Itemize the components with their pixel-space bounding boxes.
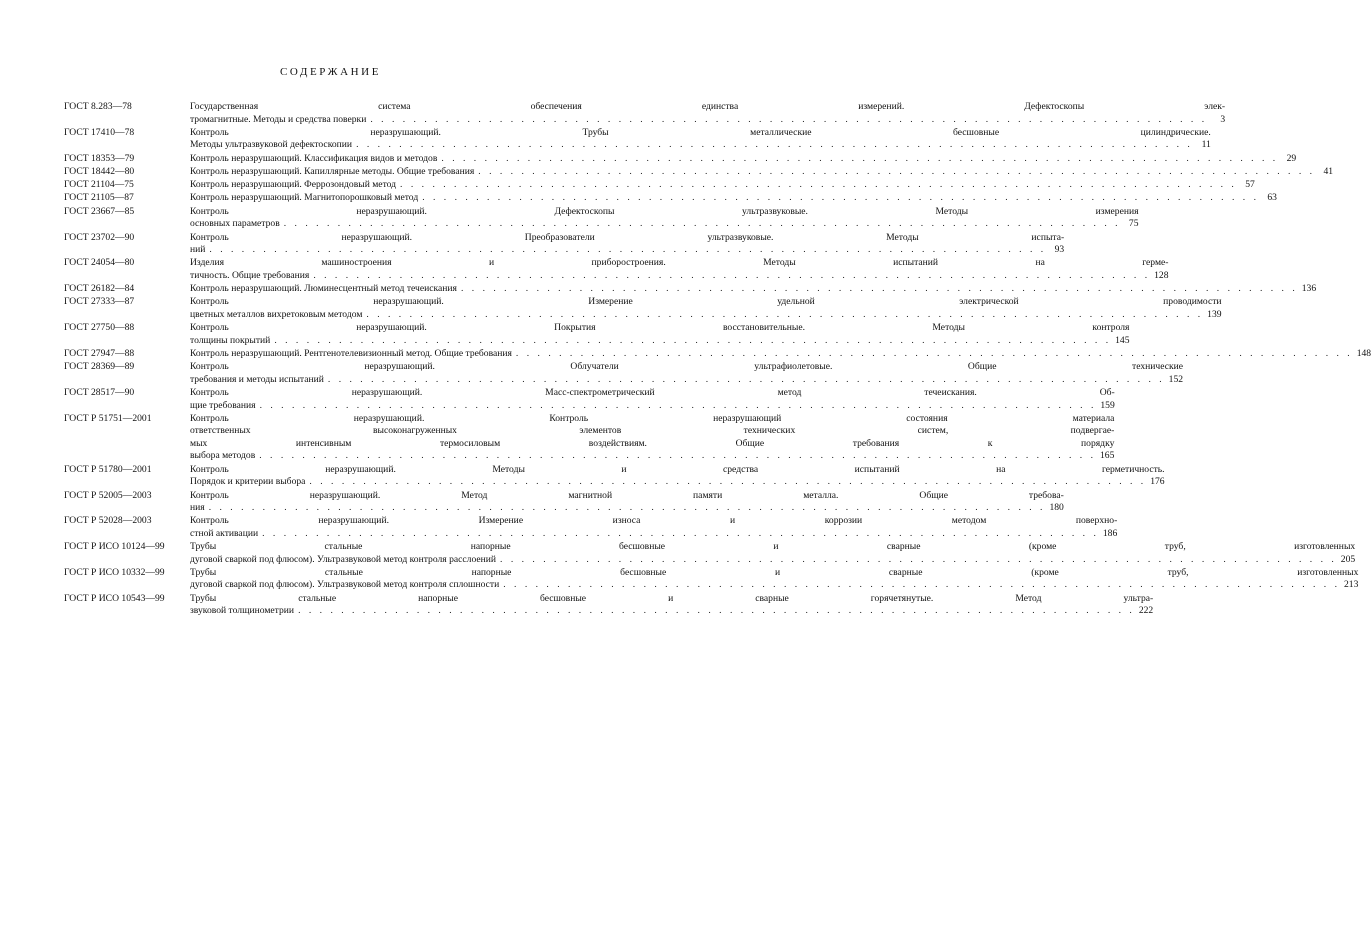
entry-title <box>190 541 1355 566</box>
standard-code: ГОСТ 24054—80 <box>64 257 135 269</box>
title-last-line: Контроль неразрушающий. Люминесцентный метод течеискания <box>190 283 457 295</box>
dot-leader <box>422 192 1259 205</box>
entry-title <box>190 101 1225 126</box>
page-number: 159 <box>1100 399 1115 411</box>
standard-code: ГОСТ 23667—85 <box>64 205 135 217</box>
dot-leader <box>259 450 1096 463</box>
entry-title <box>190 567 1358 592</box>
title-line: Контроль неразрушающий. Покрытия восстановительные. Методы контроля <box>190 322 1130 334</box>
entry-title <box>190 322 1129 347</box>
entry-title <box>190 166 1333 179</box>
toc-entry[interactable] <box>64 361 1184 386</box>
entry-title <box>190 387 1115 412</box>
standard-code: ГОСТ 26182—84 <box>64 283 135 295</box>
title-last-line: выбора методов <box>190 450 256 462</box>
dot-leader <box>313 270 1150 283</box>
entry-title <box>190 361 1183 386</box>
title-line: мых интенсивным термосиловым воздействиям. Общие требования к порядку <box>190 437 1115 449</box>
title-last-line: Контроль неразрушающий. Магнитопорошковый метод <box>190 192 419 204</box>
title-last-line: толщины покрытий <box>190 334 271 346</box>
toc-entry[interactable] <box>64 126 1211 152</box>
title-last-line: тромагнитные. Методы и средства поверки <box>190 113 367 125</box>
title-line: Контроль неразрушающий. Дефектоскопы ультразвуковые. Методы измерения <box>190 205 1139 217</box>
dot-leader <box>461 283 1298 296</box>
title-last-line: тичность. Общие требования <box>190 269 310 281</box>
page-number: 148 <box>1356 348 1371 360</box>
page-number: 186 <box>1102 527 1118 539</box>
standard-code: ГОСТ Р 52028—2003 <box>64 515 152 527</box>
title-last-line: дуговой сваркой под флюсом). Ультразвуковой метод контроля расслоений <box>190 553 497 565</box>
page-number: 75 <box>1128 218 1139 230</box>
page-number: 57 <box>1245 179 1255 191</box>
toc-entry[interactable] <box>64 387 1115 412</box>
title-line: Изделия машиностроения и приборостроения. Методы испытаний на герме- <box>190 257 1169 269</box>
standard-code: ГОСТ Р 51780—2001 <box>64 463 152 475</box>
table-of-contents <box>64 101 1371 619</box>
title-last-line: Порядок и критерии выбора <box>190 476 306 488</box>
toc-entry[interactable] <box>64 489 1064 515</box>
toc-entry[interactable] <box>64 463 1165 489</box>
toc-entry[interactable] <box>64 566 1359 592</box>
page-number: 180 <box>1049 502 1064 514</box>
page-number: 29 <box>1286 152 1297 164</box>
page-number: 63 <box>1267 192 1277 204</box>
page-number: 213 <box>1343 579 1359 591</box>
standard-code: ГОСТ Р ИСО 10543—99 <box>64 592 165 604</box>
standard-code: ГОСТ 28369—89 <box>64 361 135 373</box>
page-number: 93 <box>1054 244 1065 256</box>
title-last-line: Контроль неразрушающий. Капиллярные методы. Общие требования <box>190 165 475 177</box>
entry-title <box>190 283 1316 296</box>
standard-code: ГОСТ 17410—78 <box>64 126 135 138</box>
title-last-line: Контроль неразрушающий. Классификация видов и методов <box>190 152 438 164</box>
title-last-line: дуговой сваркой под флюсом). Ультразвуковой метод контроля сплошности <box>190 579 500 591</box>
entry-title <box>190 179 1255 192</box>
page-number: 145 <box>1115 334 1130 346</box>
toc-entry[interactable] <box>64 152 1297 166</box>
title-line: Контроль неразрушающий. Метод магнитной памяти металла. Общие требова- <box>190 489 1064 501</box>
page-number: 176 <box>1150 476 1165 488</box>
standard-code: ГОСТ 27750—88 <box>64 322 135 334</box>
entry-title <box>190 348 1371 361</box>
title-line: Государственная система обеспечения единства измерений. Дефектоскопы элек- <box>190 101 1226 112</box>
toc-entry[interactable] <box>64 257 1169 282</box>
title-line: ответственных высоконагруженных элементов технических систем, подвергае- <box>190 425 1115 437</box>
page-number: 3 <box>1220 113 1226 125</box>
dot-leader <box>516 348 1353 361</box>
toc-entry[interactable] <box>64 348 1371 361</box>
title-last-line: звуковой толщинометрии <box>190 605 295 617</box>
title-last-line: Контроль неразрушающий. Феррозондовый метод <box>190 179 397 191</box>
title-line: Контроль неразрушающий. Масс-спектрометрический метод течеискания. Об- <box>190 387 1115 399</box>
standard-code: ГОСТ 27333—87 <box>64 296 135 308</box>
toc-entry[interactable] <box>64 541 1356 566</box>
title-line: Контроль неразрушающий. Методы и средства испытаний на герметичность. <box>190 463 1165 475</box>
entry-title <box>190 257 1168 282</box>
toc-entry[interactable] <box>64 205 1139 231</box>
title-last-line: Методы ультразвуковой дефектоскопии <box>190 139 353 151</box>
dot-leader <box>262 528 1099 541</box>
dot-leader <box>309 476 1146 489</box>
dot-leader <box>370 114 1207 127</box>
entry-title <box>190 192 1277 205</box>
title-last-line: Контроль неразрушающий. Рентгенотелевизионный метод. Общие требования <box>190 348 512 360</box>
entry-title <box>190 206 1139 231</box>
standard-code: ГОСТ 28517—90 <box>64 387 135 399</box>
page-number: 205 <box>1340 553 1356 565</box>
title-last-line: основных параметров <box>190 218 280 230</box>
page-number: 128 <box>1154 269 1169 281</box>
toc-entry[interactable] <box>64 179 1255 192</box>
standard-code: ГОСТ 27947—88 <box>64 348 135 360</box>
standard-code: ГОСТ Р ИСО 10332—99 <box>64 566 165 578</box>
dot-leader <box>356 139 1193 152</box>
entry-title <box>190 413 1114 463</box>
standard-code: ГОСТ 21105—87 <box>64 192 134 204</box>
entry-title <box>190 593 1153 618</box>
dot-leader <box>366 309 1203 322</box>
toc-entry[interactable] <box>64 192 1277 205</box>
standard-code: ГОСТ Р 51751—2001 <box>64 412 152 424</box>
toc-entry[interactable] <box>64 296 1222 321</box>
dot-leader <box>284 218 1121 231</box>
title-last-line: ний <box>190 244 206 256</box>
title-line: Трубы стальные напорные бесшовные и сварные (кроме труб, изготовленных <box>190 541 1356 553</box>
entry-title <box>190 464 1165 489</box>
page-number: 152 <box>1168 373 1184 385</box>
dot-leader <box>209 502 1046 515</box>
page-number: 222 <box>1138 605 1154 617</box>
title-last-line: требования и методы испытаний <box>190 373 324 385</box>
title-last-line: цветных металлов вихретоковым методом <box>190 308 363 320</box>
dot-leader <box>209 244 1046 257</box>
title-line: Контроль неразрушающий. Преобразователи ультразвуковые. Методы испыта- <box>190 231 1065 243</box>
dot-leader <box>400 179 1237 192</box>
toc-entry[interactable] <box>64 231 1065 257</box>
dot-leader <box>298 605 1135 618</box>
title-last-line: стной активации <box>190 527 259 539</box>
entry-title <box>190 515 1117 540</box>
title-line: Контроль неразрушающий. Контроль неразрушающий состояния материала <box>190 412 1115 424</box>
standard-code: ГОСТ 23702—90 <box>64 231 135 243</box>
title-line: Трубы стальные напорные бесшовные и сварные (кроме труб, изготовленных <box>190 566 1359 578</box>
entry-title <box>190 490 1064 515</box>
standard-code: ГОСТ Р ИСО 10124—99 <box>64 541 165 553</box>
dot-leader <box>478 166 1315 179</box>
page-number: 11 <box>1201 139 1211 151</box>
toc-entry[interactable] <box>64 412 1115 463</box>
toc-entry[interactable] <box>64 322 1130 347</box>
title-last-line: щие требования <box>190 399 256 411</box>
title-last-line: ния <box>190 502 205 514</box>
title-line: Контроль неразрушающий. Измерение удельной электрической проводимости <box>190 296 1222 308</box>
dot-leader <box>441 153 1278 166</box>
entry-title <box>190 127 1211 152</box>
dot-leader <box>328 374 1165 387</box>
page-number: 136 <box>1301 283 1317 295</box>
title-line: Трубы стальные напорные бесшовные и сварные горячетянутые. Метод ультра- <box>190 592 1154 604</box>
entry-title <box>190 153 1296 166</box>
standard-code: ГОСТ 21104—75 <box>64 179 134 191</box>
dot-leader <box>500 554 1337 567</box>
toc-entry[interactable] <box>64 283 1317 296</box>
standard-code: ГОСТ 18442—80 <box>64 165 135 177</box>
dot-leader <box>274 335 1111 348</box>
toc-entry[interactable] <box>64 592 1154 618</box>
standard-code: ГОСТ 8.283—78 <box>64 101 132 112</box>
entry-title <box>190 296 1222 321</box>
title-line: Контроль неразрушающий. Трубы металлические бесшовные цилиндрические. <box>190 126 1211 138</box>
toc-entry[interactable] <box>64 165 1334 179</box>
entry-title <box>190 232 1064 257</box>
toc-entry[interactable] <box>64 515 1118 540</box>
title-line: Контроль неразрушающий. Измерение износа и коррозии методом поверхно- <box>190 515 1118 527</box>
toc-entry[interactable] <box>64 101 1226 126</box>
page-number: 165 <box>1100 450 1115 462</box>
page-number: 139 <box>1207 308 1222 320</box>
page-number: 41 <box>1323 165 1334 177</box>
dot-leader <box>260 400 1097 413</box>
dot-leader <box>503 579 1340 592</box>
page-title: СОДЕРЖАНИЕ <box>279 66 382 78</box>
standard-code: ГОСТ Р 52005—2003 <box>64 489 152 501</box>
title-line: Контроль неразрушающий. Облучатели ультрафиолетовые. Общие технические <box>190 361 1184 373</box>
standard-code: ГОСТ 18353—79 <box>64 152 135 164</box>
